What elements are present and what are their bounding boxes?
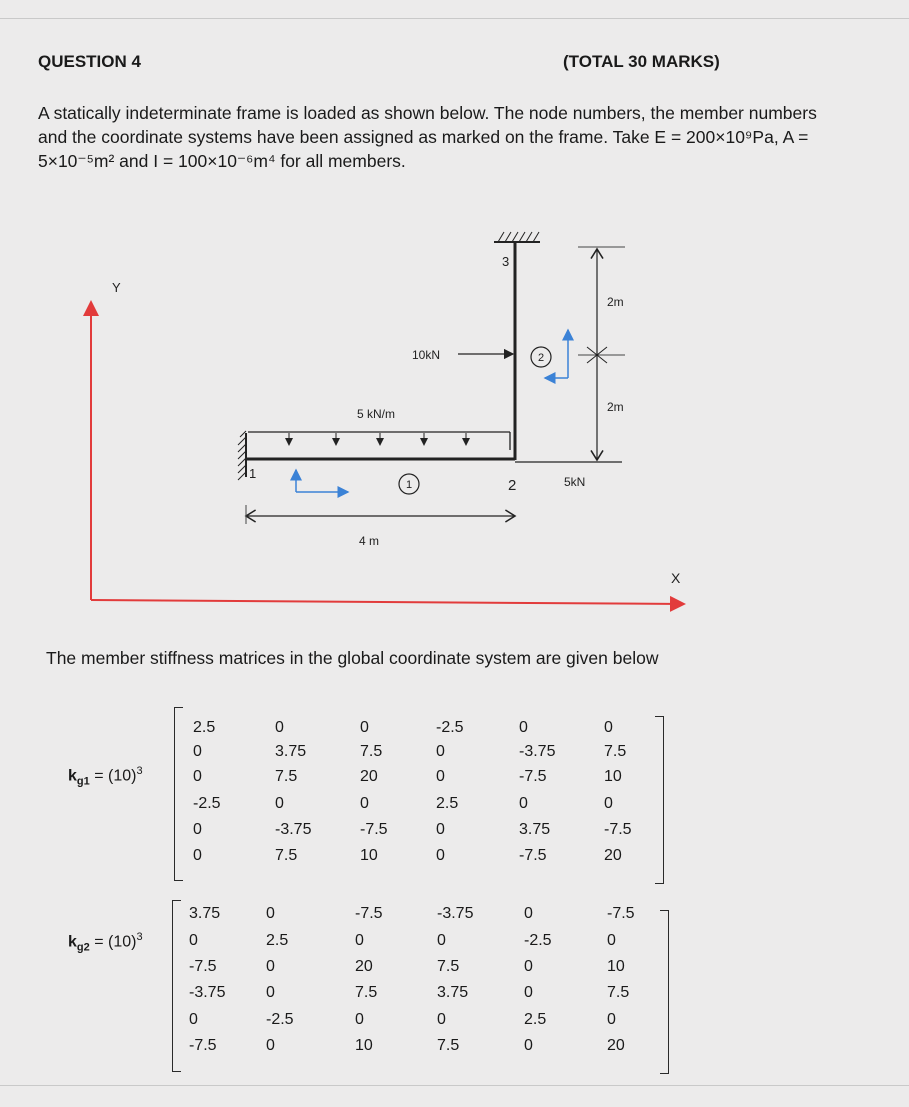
kg1-cell: -7.5 xyxy=(360,821,388,838)
kg1-cell: -3.75 xyxy=(519,743,556,760)
kg2-cell: 0 xyxy=(189,1011,198,1028)
point-load-label: 10kN xyxy=(412,348,441,362)
kg1-cell: 0 xyxy=(604,795,613,812)
kg1-cell: 3.75 xyxy=(275,743,307,760)
node-3-label: 3 xyxy=(502,254,510,269)
kg2-cell: 0 xyxy=(266,905,275,922)
kg1-cell: 0 xyxy=(436,768,445,785)
kg2-cell: 3.75 xyxy=(189,905,221,922)
kg1-cell: -7.5 xyxy=(604,821,632,838)
udl-load xyxy=(248,432,510,450)
kg2-cell: 0 xyxy=(355,932,364,949)
kg2-cell: -7.5 xyxy=(189,1037,217,1054)
kg1-cell: 0 xyxy=(519,795,528,812)
node-1-label: 1 xyxy=(249,466,257,481)
kg2-cell: -2.5 xyxy=(524,932,552,949)
kg2-cell: 2.5 xyxy=(266,932,289,949)
kg1-cell: 7.5 xyxy=(604,743,627,760)
fixed-support-node1 xyxy=(238,431,246,480)
kg2-cell: 20 xyxy=(607,1037,625,1054)
kg1-cell: -2.5 xyxy=(193,795,221,812)
kg1-cell: 10 xyxy=(360,847,378,864)
kg1-right-bracket xyxy=(655,716,664,884)
kg1-cell: 0 xyxy=(519,719,528,736)
kg2-cell: 0 xyxy=(266,984,275,1001)
axis-y-label: Y xyxy=(112,280,121,295)
matrices-intro: The member stiffness matrices in the global coordinate system are given below xyxy=(46,648,659,668)
kg1-cell: 7.5 xyxy=(275,847,298,864)
kg2-cell: -2.5 xyxy=(266,1011,294,1028)
member-1-label: 1 xyxy=(405,479,413,491)
bottom-divider xyxy=(0,1085,909,1086)
kg2-label: $k_{g2} = (10)^3$ xyxy=(68,931,143,954)
kg1-cell: 0 xyxy=(193,768,202,785)
kg2-cell: 7.5 xyxy=(437,1037,460,1054)
kg2-cell: 10 xyxy=(355,1037,373,1054)
kg1-cell: -2.5 xyxy=(436,719,464,736)
kg2-left-bracket xyxy=(172,900,181,1072)
kg1-cell: 0 xyxy=(275,719,284,736)
kg2-cell: 0 xyxy=(189,932,198,949)
kg2-cell: 10 xyxy=(607,958,625,975)
kg1-cell: 0 xyxy=(360,795,369,812)
kg1-left-bracket xyxy=(174,707,183,881)
kg2-cell: -7.5 xyxy=(355,905,383,922)
kg2-cell: 0 xyxy=(266,1037,275,1054)
kg1-cell: -7.5 xyxy=(519,847,547,864)
dim-lower-label: 2m xyxy=(607,400,624,414)
kg2-cell: 3.75 xyxy=(437,984,469,1001)
kg2-cell: 7.5 xyxy=(355,984,378,1001)
kg1-cell: 0 xyxy=(193,847,202,864)
kg1-cell: 2.5 xyxy=(193,719,216,736)
kg2-right-bracket xyxy=(660,910,669,1074)
kg2-cell: -7.5 xyxy=(607,905,635,922)
axis-x-label: X xyxy=(671,570,681,586)
kg2-cell: -3.75 xyxy=(189,984,226,1001)
kg2-cell: 0 xyxy=(437,1011,446,1028)
udl-label: 5 kN/m xyxy=(357,407,396,421)
kg1-cell: 0 xyxy=(436,743,445,760)
question-marks: (TOTAL 30 MARKS) xyxy=(563,52,720,71)
kg1-cell: 0 xyxy=(193,743,202,760)
kg2-cell: -3.75 xyxy=(437,905,474,922)
kg1-cell: 0 xyxy=(275,795,284,812)
kg1-cell: 20 xyxy=(604,847,622,864)
kg1-cell: 2.5 xyxy=(436,795,459,812)
dim-beam-label: 4 m xyxy=(359,534,380,548)
side-load-label: 5kN xyxy=(564,475,586,489)
kg1-cell: 20 xyxy=(360,768,378,785)
kg2-cell: 7.5 xyxy=(607,984,630,1001)
global-x-axis xyxy=(91,600,684,604)
kg2-cell: 0 xyxy=(524,1037,533,1054)
kg2-cell: 0 xyxy=(607,932,616,949)
kg2-cell: 20 xyxy=(355,958,373,975)
kg2-cell: -7.5 xyxy=(189,958,217,975)
kg1-cell: 7.5 xyxy=(360,743,383,760)
member-2-label: 2 xyxy=(537,352,545,364)
kg2-cell: 0 xyxy=(266,958,275,975)
kg2-cell: 0 xyxy=(355,1011,364,1028)
kg1-cell: 3.75 xyxy=(519,821,551,838)
kg2-cell: 0 xyxy=(524,984,533,1001)
kg2-cell: 0 xyxy=(437,932,446,949)
dim-upper-label: 2m xyxy=(607,295,624,309)
kg2-cell: 0 xyxy=(607,1011,616,1028)
kg1-cell: 0 xyxy=(604,719,613,736)
kg2-cell: 2.5 xyxy=(524,1011,547,1028)
kg2-cell: 0 xyxy=(524,905,533,922)
kg1-cell: 0 xyxy=(436,847,445,864)
kg2-cell: 7.5 xyxy=(437,958,460,975)
kg2-cell: 0 xyxy=(524,958,533,975)
kg1-label: $k_{g1} = (10)^3$ xyxy=(68,765,143,788)
node-2-label: 2 xyxy=(508,477,517,494)
kg1-cell: 0 xyxy=(360,719,369,736)
fixed-support-node3 xyxy=(494,232,540,242)
kg1-cell: -7.5 xyxy=(519,768,547,785)
question-title: QUESTION 4 xyxy=(38,52,141,71)
kg1-cell: 7.5 xyxy=(275,768,298,785)
kg1-cell: 0 xyxy=(436,821,445,838)
kg1-cell: -3.75 xyxy=(275,821,312,838)
kg1-cell: 10 xyxy=(604,768,622,785)
kg1-cell: 0 xyxy=(193,821,202,838)
question-intro: A statically indeterminate frame is loaded as shown below. The node numbers, the member numbers and the coordinate systems have been assigned as marked on the frame. Take E = 200×10⁹Pa, A = 5×10⁻⁵m² and I = 100×10⁻⁶m⁴ for all members. xyxy=(38,103,817,171)
